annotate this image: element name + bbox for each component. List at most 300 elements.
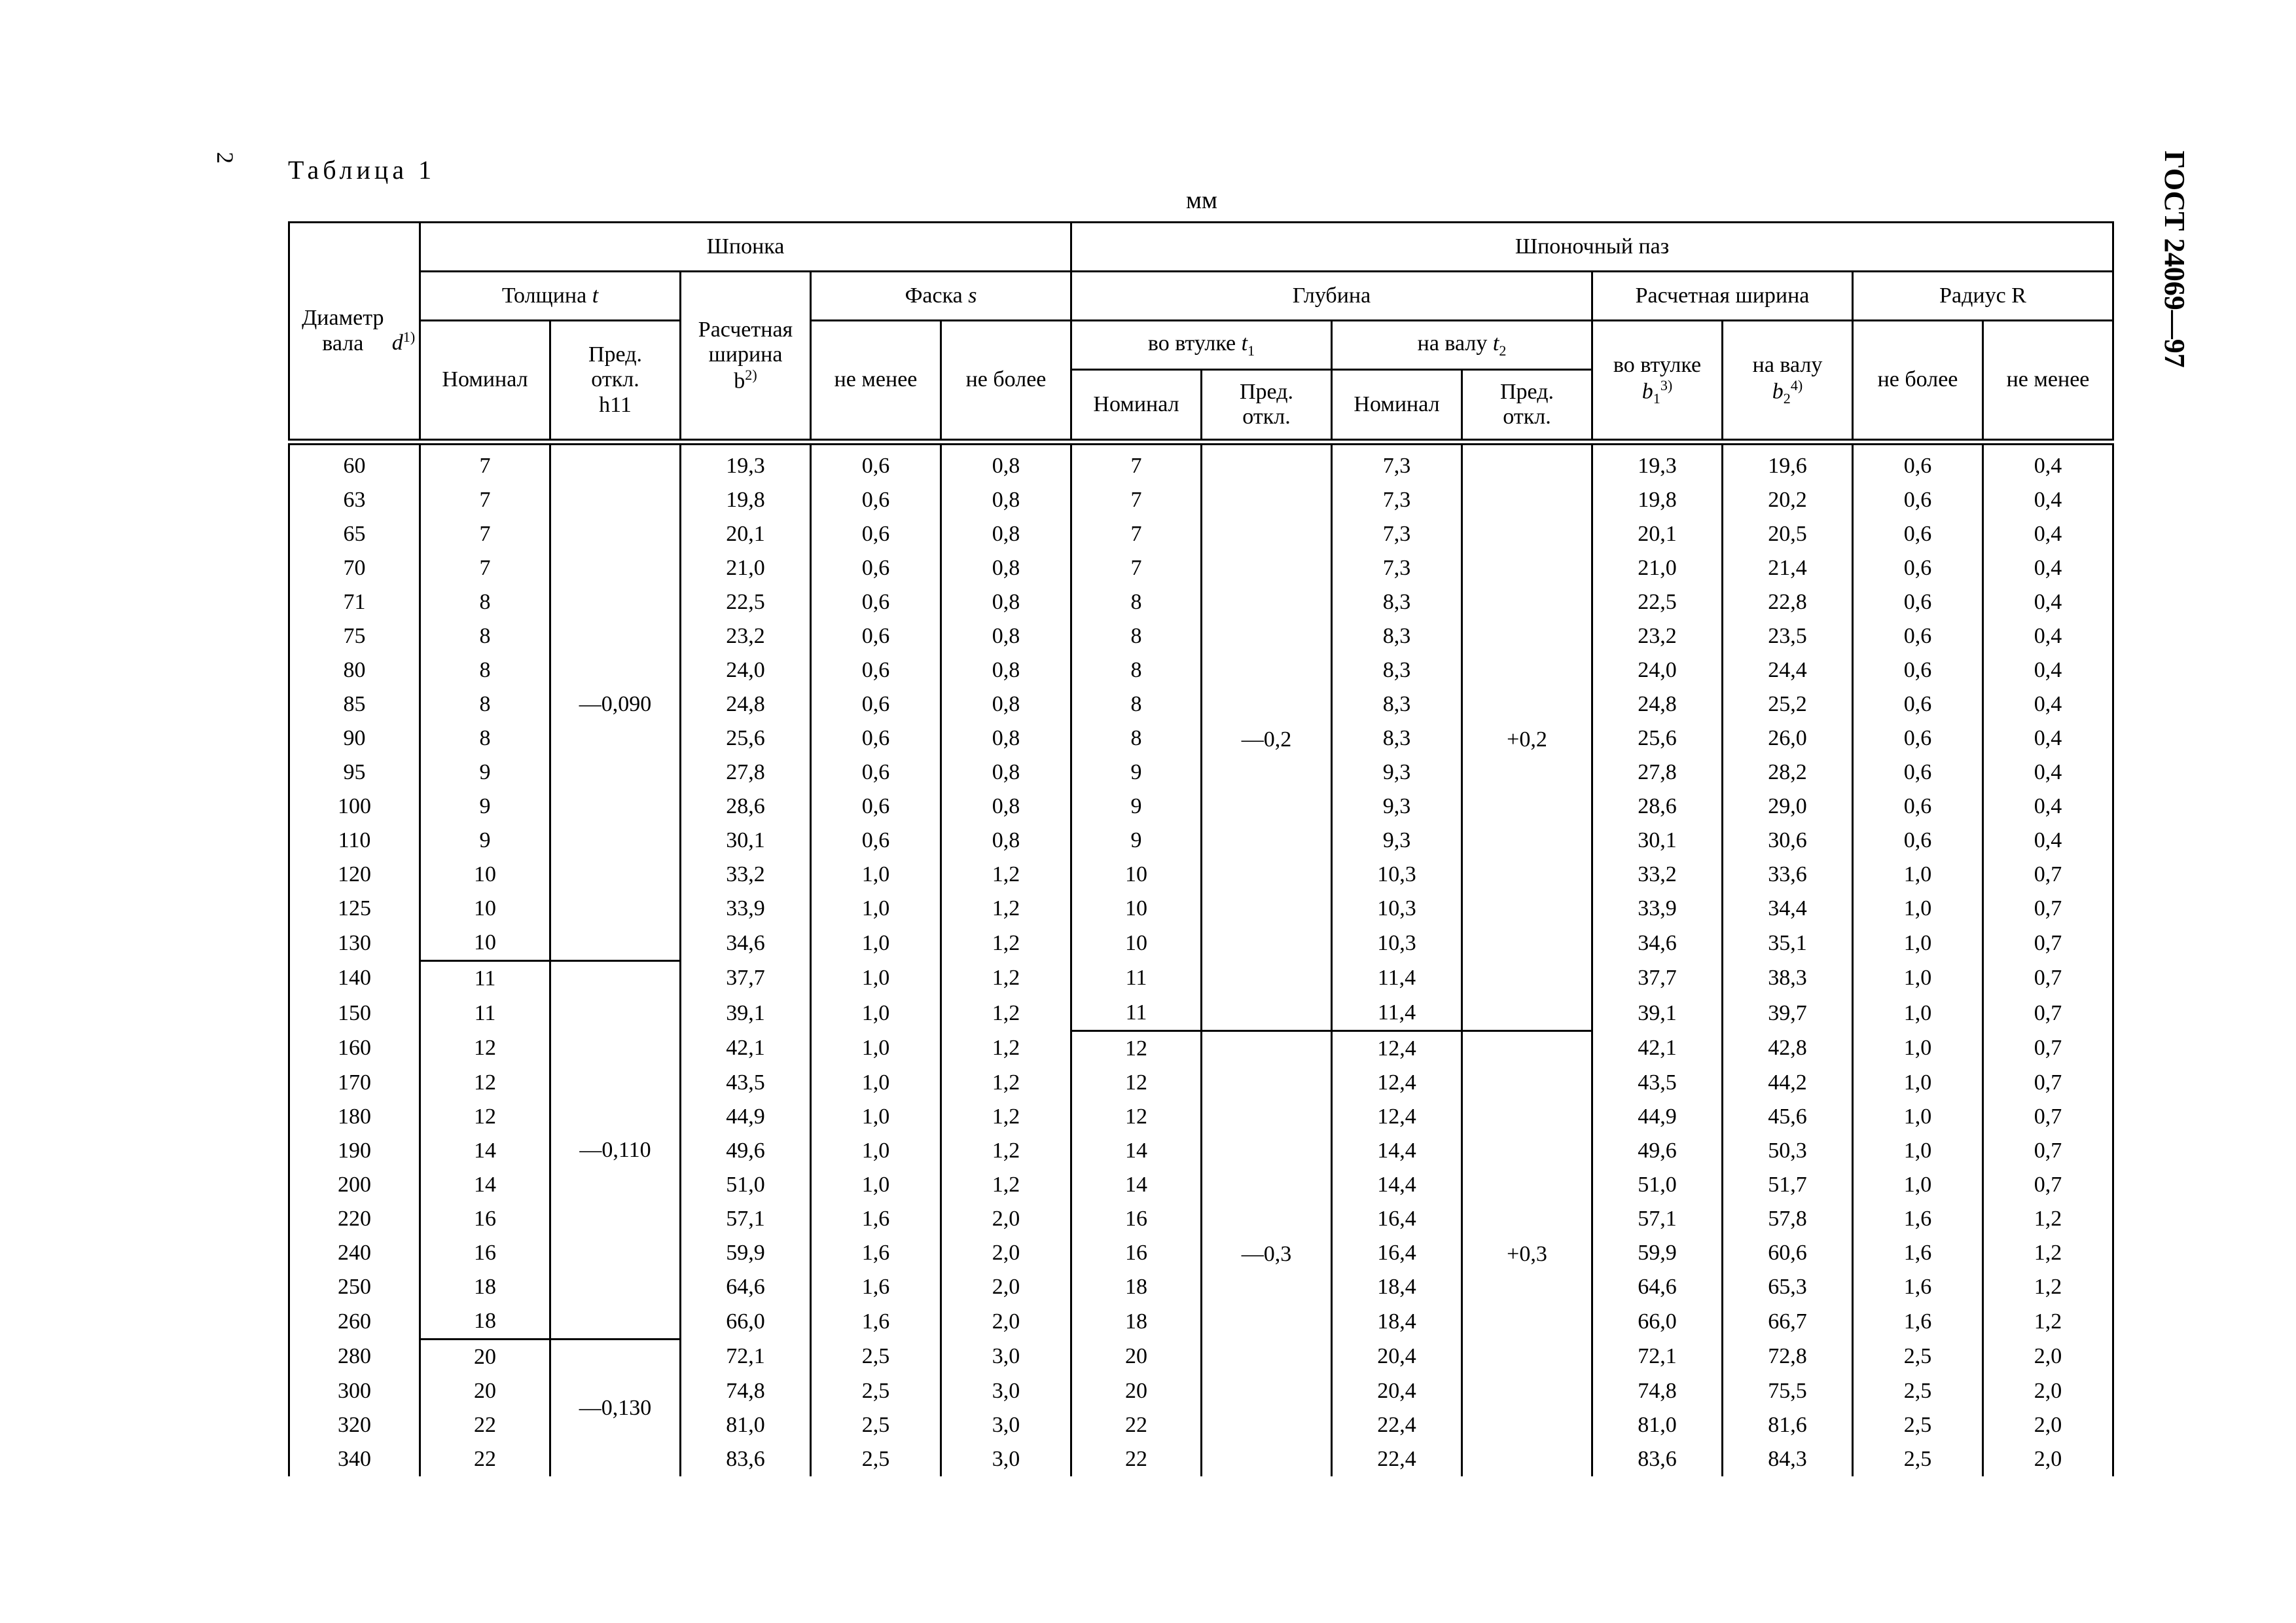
header-chamfer-max: не более <box>941 321 1071 443</box>
table-cell: 30,6 <box>1723 824 1853 858</box>
table-cell: 27,8 <box>1592 756 1723 790</box>
table-cell: 110 <box>289 824 420 858</box>
table-cell: 71 <box>289 585 420 619</box>
table-cell: 27,8 <box>681 756 811 790</box>
table-cell: 0,6 <box>811 551 941 585</box>
table-cell: 1,2 <box>941 1134 1071 1168</box>
table-cell: 0,4 <box>1983 483 2113 517</box>
table-cell: 0,8 <box>941 721 1071 756</box>
table-cell: 1,2 <box>1983 1270 2113 1304</box>
table-cell: 24,8 <box>681 687 811 721</box>
table-cell: 7 <box>1071 551 1202 585</box>
tolerance-cell: —0,130 <box>550 1340 681 1477</box>
tolerance-cell: —0,090 <box>550 442 681 961</box>
table-cell: 1,0 <box>1853 996 1983 1031</box>
table-cell: 42,1 <box>1592 1031 1723 1067</box>
table-cell: 9 <box>420 756 550 790</box>
table-cell: 75,5 <box>1723 1374 1853 1408</box>
table-cell: 11,4 <box>1332 961 1462 996</box>
table-cell: 25,6 <box>681 721 811 756</box>
table-cell: 1,2 <box>1983 1236 2113 1270</box>
table-cell: 170 <box>289 1066 420 1100</box>
table-cell: 1,0 <box>811 1134 941 1168</box>
table-cell: 0,4 <box>1983 790 2113 824</box>
table-cell: 0,7 <box>1983 1100 2113 1134</box>
tolerance-cell: —0,110 <box>550 961 681 1340</box>
table-cell: 81,0 <box>1592 1408 1723 1442</box>
standard-designation: ГОСТ 24069—97 <box>2159 151 2191 368</box>
table-cell: 33,9 <box>1592 892 1723 926</box>
header-chamfer-min: не менее <box>811 321 941 443</box>
table-cell: 0,4 <box>1983 756 2113 790</box>
table-cell: 38,3 <box>1723 961 1853 996</box>
table-cell: 22,4 <box>1332 1408 1462 1442</box>
table-cell: 120 <box>289 858 420 892</box>
table-cell: 19,8 <box>1592 483 1723 517</box>
table-cell: 23,2 <box>1592 619 1723 653</box>
table-cell: 0,7 <box>1983 1031 2113 1067</box>
table-cell: 1,2 <box>1983 1304 2113 1340</box>
table-cell: 22,5 <box>681 585 811 619</box>
table-cell: 9 <box>420 790 550 824</box>
header-shaft-width: на валу $b_2^{4)}$ <box>1723 321 1853 443</box>
table-cell: 37,7 <box>1592 961 1723 996</box>
table-cell: 25,6 <box>1592 721 1723 756</box>
table-cell: 0,6 <box>1853 517 1983 551</box>
table-cell: 1,0 <box>1853 1031 1983 1067</box>
table-cell: 25,2 <box>1723 687 1853 721</box>
table-cell: 12 <box>420 1031 550 1067</box>
table-cell: 57,1 <box>681 1202 811 1236</box>
table-cell: 2,5 <box>1853 1340 1983 1375</box>
table-cell: 0,6 <box>1853 551 1983 585</box>
table-cell: 1,0 <box>811 892 941 926</box>
table-cell: 7 <box>420 551 550 585</box>
table-cell: 22,8 <box>1723 585 1853 619</box>
table-cell: 1,2 <box>941 961 1071 996</box>
table-cell: 250 <box>289 1270 420 1304</box>
table-cell: 0,8 <box>941 824 1071 858</box>
table-cell: 10 <box>420 926 550 961</box>
table-cell: 1,0 <box>811 996 941 1031</box>
table-cell: 8 <box>1071 687 1202 721</box>
table-cell: 64,6 <box>1592 1270 1723 1304</box>
table-cell: 100 <box>289 790 420 824</box>
table-cell: 7,3 <box>1332 551 1462 585</box>
table-cell: 0,7 <box>1983 996 2113 1031</box>
table-cell: 10 <box>420 892 550 926</box>
table-row <box>289 442 2113 483</box>
table-cell: 14 <box>420 1134 550 1168</box>
header-in-hub: во втулке $t_1$ <box>1071 321 1332 370</box>
table-cell: 45,6 <box>1723 1100 1853 1134</box>
table-cell: 0,7 <box>1983 892 2113 926</box>
table-cell: 0,8 <box>941 551 1071 585</box>
table-cell: 0,7 <box>1983 1134 2113 1168</box>
table-cell: 1,2 <box>941 1168 1071 1202</box>
table-cell: 0,7 <box>1983 858 2113 892</box>
table-cell: 90 <box>289 721 420 756</box>
table-cell: 24,8 <box>1592 687 1723 721</box>
table-cell: 1,6 <box>811 1270 941 1304</box>
table-cell: 320 <box>289 1408 420 1442</box>
table-cell: 0,6 <box>1853 442 1983 483</box>
table-cell: 8,3 <box>1332 653 1462 687</box>
table-cell: 150 <box>289 996 420 1031</box>
table-cell: 74,8 <box>681 1374 811 1408</box>
table-cell: 7,3 <box>1332 517 1462 551</box>
header-diameter: Диаметр вала $d^{1)}$ <box>289 223 420 443</box>
table-cell: 39,7 <box>1723 996 1853 1031</box>
table-cell: 66,0 <box>1592 1304 1723 1340</box>
table-cell: 18,4 <box>1332 1304 1462 1340</box>
header-calc-width: Расчетная ширинаb$^{2)}$ <box>681 272 811 443</box>
table-cell: 18 <box>1071 1270 1202 1304</box>
header-chamfer: Фаска s <box>811 272 1071 321</box>
table-cell: 300 <box>289 1374 420 1408</box>
table-cell: 125 <box>289 892 420 926</box>
table-cell: 2,5 <box>811 1408 941 1442</box>
table-cell: 1,6 <box>811 1304 941 1340</box>
table-cell: 1,6 <box>1853 1202 1983 1236</box>
table-cell: 22 <box>420 1408 550 1442</box>
table-cell: 1,0 <box>811 1168 941 1202</box>
table-cell: 21,0 <box>681 551 811 585</box>
table-cell: 59,9 <box>681 1236 811 1270</box>
table-cell: 18 <box>420 1304 550 1340</box>
table-cell: 34,6 <box>681 926 811 961</box>
table-cell: 33,2 <box>681 858 811 892</box>
table-cell: 8,3 <box>1332 585 1462 619</box>
table-cell: 7 <box>420 483 550 517</box>
table-cell: 2,5 <box>1853 1442 1983 1476</box>
table-cell: 200 <box>289 1168 420 1202</box>
table-cell: 18,4 <box>1332 1270 1462 1304</box>
table-cell: 42,1 <box>681 1031 811 1067</box>
table-cell: 1,2 <box>941 926 1071 961</box>
table-cell: 0,4 <box>1983 653 2113 687</box>
table-cell: 1,0 <box>811 1100 941 1134</box>
table-cell: 43,5 <box>681 1066 811 1100</box>
table-cell: 0,4 <box>1983 619 2113 653</box>
tolerance-cell: —0,3 <box>1202 1031 1332 1477</box>
header-hub-nominal: Номинал <box>1071 370 1202 443</box>
table-cell: 2,5 <box>811 1340 941 1375</box>
table-cell: 70 <box>289 551 420 585</box>
table-cell: 0,4 <box>1983 721 2113 756</box>
table-cell: 0,8 <box>941 687 1071 721</box>
table-cell: 20,4 <box>1332 1374 1462 1408</box>
table-cell: 340 <box>289 1442 420 1476</box>
table-cell: 3,0 <box>941 1374 1071 1408</box>
table-cell: 190 <box>289 1134 420 1168</box>
table-cell: 0,8 <box>941 517 1071 551</box>
table-cell: 34,4 <box>1723 892 1853 926</box>
table-cell: 16,4 <box>1332 1236 1462 1270</box>
table-cell: 140 <box>289 961 420 996</box>
table-cell: 63 <box>289 483 420 517</box>
table-cell: 24,4 <box>1723 653 1853 687</box>
table-cell: 22,4 <box>1332 1442 1462 1476</box>
table-cell: 20 <box>420 1374 550 1408</box>
table-cell: 72,1 <box>1592 1340 1723 1375</box>
table-cell: 8 <box>420 721 550 756</box>
table-cell: 75 <box>289 619 420 653</box>
table-cell: 130 <box>289 926 420 961</box>
table-cell: 2,0 <box>941 1270 1071 1304</box>
table-cell: 65 <box>289 517 420 551</box>
table-cell: 2,0 <box>941 1202 1071 1236</box>
table-cell: 1,6 <box>1853 1236 1983 1270</box>
header-radius-max: не более <box>1853 321 1983 443</box>
table-cell: 8 <box>1071 585 1202 619</box>
table-cell: 10,3 <box>1332 926 1462 961</box>
header-hub-tol: Пред. откл. <box>1202 370 1332 443</box>
table-cell: 0,7 <box>1983 961 2113 996</box>
table-cell: 3,0 <box>941 1340 1071 1375</box>
table-cell: 2,0 <box>1983 1442 2113 1476</box>
table-cell: 20 <box>420 1340 550 1375</box>
table-cell: 50,3 <box>1723 1134 1853 1168</box>
table-cell: 1,0 <box>1853 926 1983 961</box>
table-cell: 0,6 <box>811 721 941 756</box>
table-cell: 1,0 <box>1853 1100 1983 1134</box>
table-cell: 1,0 <box>811 1031 941 1067</box>
table-cell: 20,4 <box>1332 1340 1462 1375</box>
table-cell: 18 <box>420 1270 550 1304</box>
table-cell: 44,2 <box>1723 1066 1853 1100</box>
table-cell: 1,0 <box>1853 892 1983 926</box>
table-cell: 0,4 <box>1983 442 2113 483</box>
table-cell: 59,9 <box>1592 1236 1723 1270</box>
table-cell: 12,4 <box>1332 1031 1462 1067</box>
table-cell: 240 <box>289 1236 420 1270</box>
table-cell: 22 <box>420 1442 550 1476</box>
table-cell: 16 <box>1071 1236 1202 1270</box>
header-slot-calc-width: Расчетная ширина <box>1592 272 1853 321</box>
table-cell: 0,6 <box>811 517 941 551</box>
table-cell: 0,8 <box>941 653 1071 687</box>
table-cell: 8,3 <box>1332 619 1462 653</box>
table-cell: 0,6 <box>811 585 941 619</box>
table-cell: 180 <box>289 1100 420 1134</box>
table-cell: 1,0 <box>1853 1134 1983 1168</box>
table-cell: 2,5 <box>1853 1374 1983 1408</box>
table-cell: 280 <box>289 1340 420 1375</box>
table-cell: 1,6 <box>1853 1270 1983 1304</box>
table-cell: 85 <box>289 687 420 721</box>
table-cell: 9,3 <box>1332 790 1462 824</box>
table-cell: 43,5 <box>1592 1066 1723 1100</box>
table-cell: 0,7 <box>1983 1066 2113 1100</box>
header-radius: Радиус R <box>1853 272 2113 321</box>
table-cell: 1,0 <box>811 961 941 996</box>
page-number: 2 <box>212 152 238 164</box>
table-cell: 44,9 <box>1592 1100 1723 1134</box>
table-cell: 2,5 <box>1853 1408 1983 1442</box>
table-cell: 60,6 <box>1723 1236 1853 1270</box>
table-cell: 0,4 <box>1983 824 2113 858</box>
table-cell: 33,2 <box>1592 858 1723 892</box>
table-cell: 0,6 <box>1853 585 1983 619</box>
table-cell: 7,3 <box>1332 442 1462 483</box>
table-cell: 2,5 <box>811 1374 941 1408</box>
table-cell: 12 <box>420 1100 550 1134</box>
table-cell: 81,6 <box>1723 1408 1853 1442</box>
header-hub-width: во втулке $b_1^{3)}$ <box>1592 321 1723 443</box>
table-cell: 49,6 <box>1592 1134 1723 1168</box>
table-cell: 22,5 <box>1592 585 1723 619</box>
table-cell: 10 <box>1071 926 1202 961</box>
table-cell: 12 <box>420 1066 550 1100</box>
table-cell: 260 <box>289 1304 420 1340</box>
table-cell: 0,8 <box>941 483 1071 517</box>
table-cell: 9 <box>1071 756 1202 790</box>
table-cell: 51,7 <box>1723 1168 1853 1202</box>
table-cell: 2,0 <box>1983 1408 2113 1442</box>
table-body <box>289 442 2113 1476</box>
table-cell: 8 <box>420 687 550 721</box>
table-cell: 83,6 <box>1592 1442 1723 1476</box>
table-cell: 0,6 <box>1853 619 1983 653</box>
table-caption: Таблица 1 <box>288 155 436 185</box>
table-cell: 2,0 <box>1983 1374 2113 1408</box>
table-cell: 19,3 <box>1592 442 1723 483</box>
table-cell: 0,6 <box>1853 653 1983 687</box>
table-cell: 1,0 <box>1853 1168 1983 1202</box>
table-cell: 1,2 <box>941 996 1071 1031</box>
table-cell: 7,3 <box>1332 483 1462 517</box>
table-cell: 12,4 <box>1332 1066 1462 1100</box>
table-cell: 10 <box>1071 858 1202 892</box>
table-cell: 24,0 <box>1592 653 1723 687</box>
table-cell: 20,1 <box>681 517 811 551</box>
table-cell: 23,2 <box>681 619 811 653</box>
table-cell: 16 <box>1071 1202 1202 1236</box>
table-cell: 12 <box>1071 1100 1202 1134</box>
table-cell: 64,6 <box>681 1270 811 1304</box>
table-cell: 14 <box>420 1168 550 1202</box>
table-cell: 19,3 <box>681 442 811 483</box>
table-cell: 10 <box>1071 892 1202 926</box>
header-radius-min: не менее <box>1983 321 2113 443</box>
table-cell: 220 <box>289 1202 420 1236</box>
table-cell: 28,2 <box>1723 756 1853 790</box>
table-cell: 0,6 <box>811 653 941 687</box>
table-cell: 1,0 <box>811 926 941 961</box>
table-cell: 26,0 <box>1723 721 1853 756</box>
table-cell: 9 <box>1071 824 1202 858</box>
table-cell: 0,6 <box>1853 790 1983 824</box>
header-shaft-nominal: Номинал <box>1332 370 1462 443</box>
table-cell: 7 <box>1071 517 1202 551</box>
table-cell: 11,4 <box>1332 996 1462 1031</box>
table-cell: 0,4 <box>1983 517 2113 551</box>
table-cell: 0,6 <box>811 483 941 517</box>
table-cell: 0,6 <box>1853 756 1983 790</box>
table-cell: 14,4 <box>1332 1168 1462 1202</box>
table-cell: 20,1 <box>1592 517 1723 551</box>
table-cell: 57,1 <box>1592 1202 1723 1236</box>
table-cell: 0,6 <box>811 756 941 790</box>
table-cell: 11 <box>1071 996 1202 1031</box>
table-cell: 11 <box>1071 961 1202 996</box>
table-cell: 51,0 <box>681 1168 811 1202</box>
table-cell: 22 <box>1071 1408 1202 1442</box>
table-cell: 12 <box>1071 1066 1202 1100</box>
header-key: Шпонка <box>420 223 1071 272</box>
table-cell: 7 <box>420 442 550 483</box>
table-cell: 66,7 <box>1723 1304 1853 1340</box>
header-on-shaft: на валу $t_2$ <box>1332 321 1592 370</box>
table-cell: 44,9 <box>681 1100 811 1134</box>
table-cell: 9 <box>1071 790 1202 824</box>
tolerance-cell: —0,2 <box>1202 442 1332 1031</box>
header-thickness: Толщина t <box>420 272 681 321</box>
table-cell: 1,0 <box>1853 1066 1983 1100</box>
table-cell: 0,4 <box>1983 551 2113 585</box>
table-cell: 0,6 <box>811 790 941 824</box>
table-cell: 30,1 <box>1592 824 1723 858</box>
table-cell: 0,6 <box>811 687 941 721</box>
table-cell: 2,0 <box>1983 1340 2113 1375</box>
table-cell: 1,2 <box>941 1066 1071 1100</box>
table-cell: 8 <box>1071 721 1202 756</box>
table-cell: 18 <box>1071 1304 1202 1340</box>
table-cell: 0,4 <box>1983 585 2113 619</box>
table-cell: 8,3 <box>1332 687 1462 721</box>
table-cell: 28,6 <box>1592 790 1723 824</box>
table-cell: 16 <box>420 1202 550 1236</box>
table-cell: 19,8 <box>681 483 811 517</box>
table-cell: 11 <box>420 961 550 996</box>
table-cell: 11 <box>420 996 550 1031</box>
table-cell: 1,6 <box>811 1202 941 1236</box>
table-cell: 2,0 <box>941 1304 1071 1340</box>
table-row <box>289 961 2113 996</box>
table-cell: 1,2 <box>941 1031 1071 1067</box>
table-cell: 0,8 <box>941 585 1071 619</box>
table-cell: 8 <box>1071 653 1202 687</box>
table-cell: 0,6 <box>1853 824 1983 858</box>
table-row <box>289 1340 2113 1375</box>
table-cell: 65,3 <box>1723 1270 1853 1304</box>
table-cell: 20 <box>1071 1340 1202 1375</box>
table-cell: 3,0 <box>941 1408 1071 1442</box>
table-cell: 0,6 <box>1853 687 1983 721</box>
table-cell: 7 <box>420 517 550 551</box>
table-cell: 0,6 <box>811 824 941 858</box>
table-cell: 33,9 <box>681 892 811 926</box>
table-cell: 74,8 <box>1592 1374 1723 1408</box>
table-cell: 21,4 <box>1723 551 1853 585</box>
table-cell: 20,5 <box>1723 517 1853 551</box>
table-cell: 0,6 <box>1853 721 1983 756</box>
table-cell: 2,5 <box>811 1442 941 1476</box>
table-cell: 8 <box>1071 619 1202 653</box>
table-cell: 0,8 <box>941 619 1071 653</box>
tolerance-cell: +0,2 <box>1462 442 1592 1031</box>
table-cell: 14 <box>1071 1168 1202 1202</box>
table-cell: 8 <box>420 653 550 687</box>
table-cell: 49,6 <box>681 1134 811 1168</box>
table-cell: 12 <box>1071 1031 1202 1067</box>
table-cell: 10 <box>420 858 550 892</box>
table-cell: 1,2 <box>1983 1202 2113 1236</box>
table-cell: 95 <box>289 756 420 790</box>
header-key-nominal: Номинал <box>420 321 550 443</box>
table-cell: 34,6 <box>1592 926 1723 961</box>
